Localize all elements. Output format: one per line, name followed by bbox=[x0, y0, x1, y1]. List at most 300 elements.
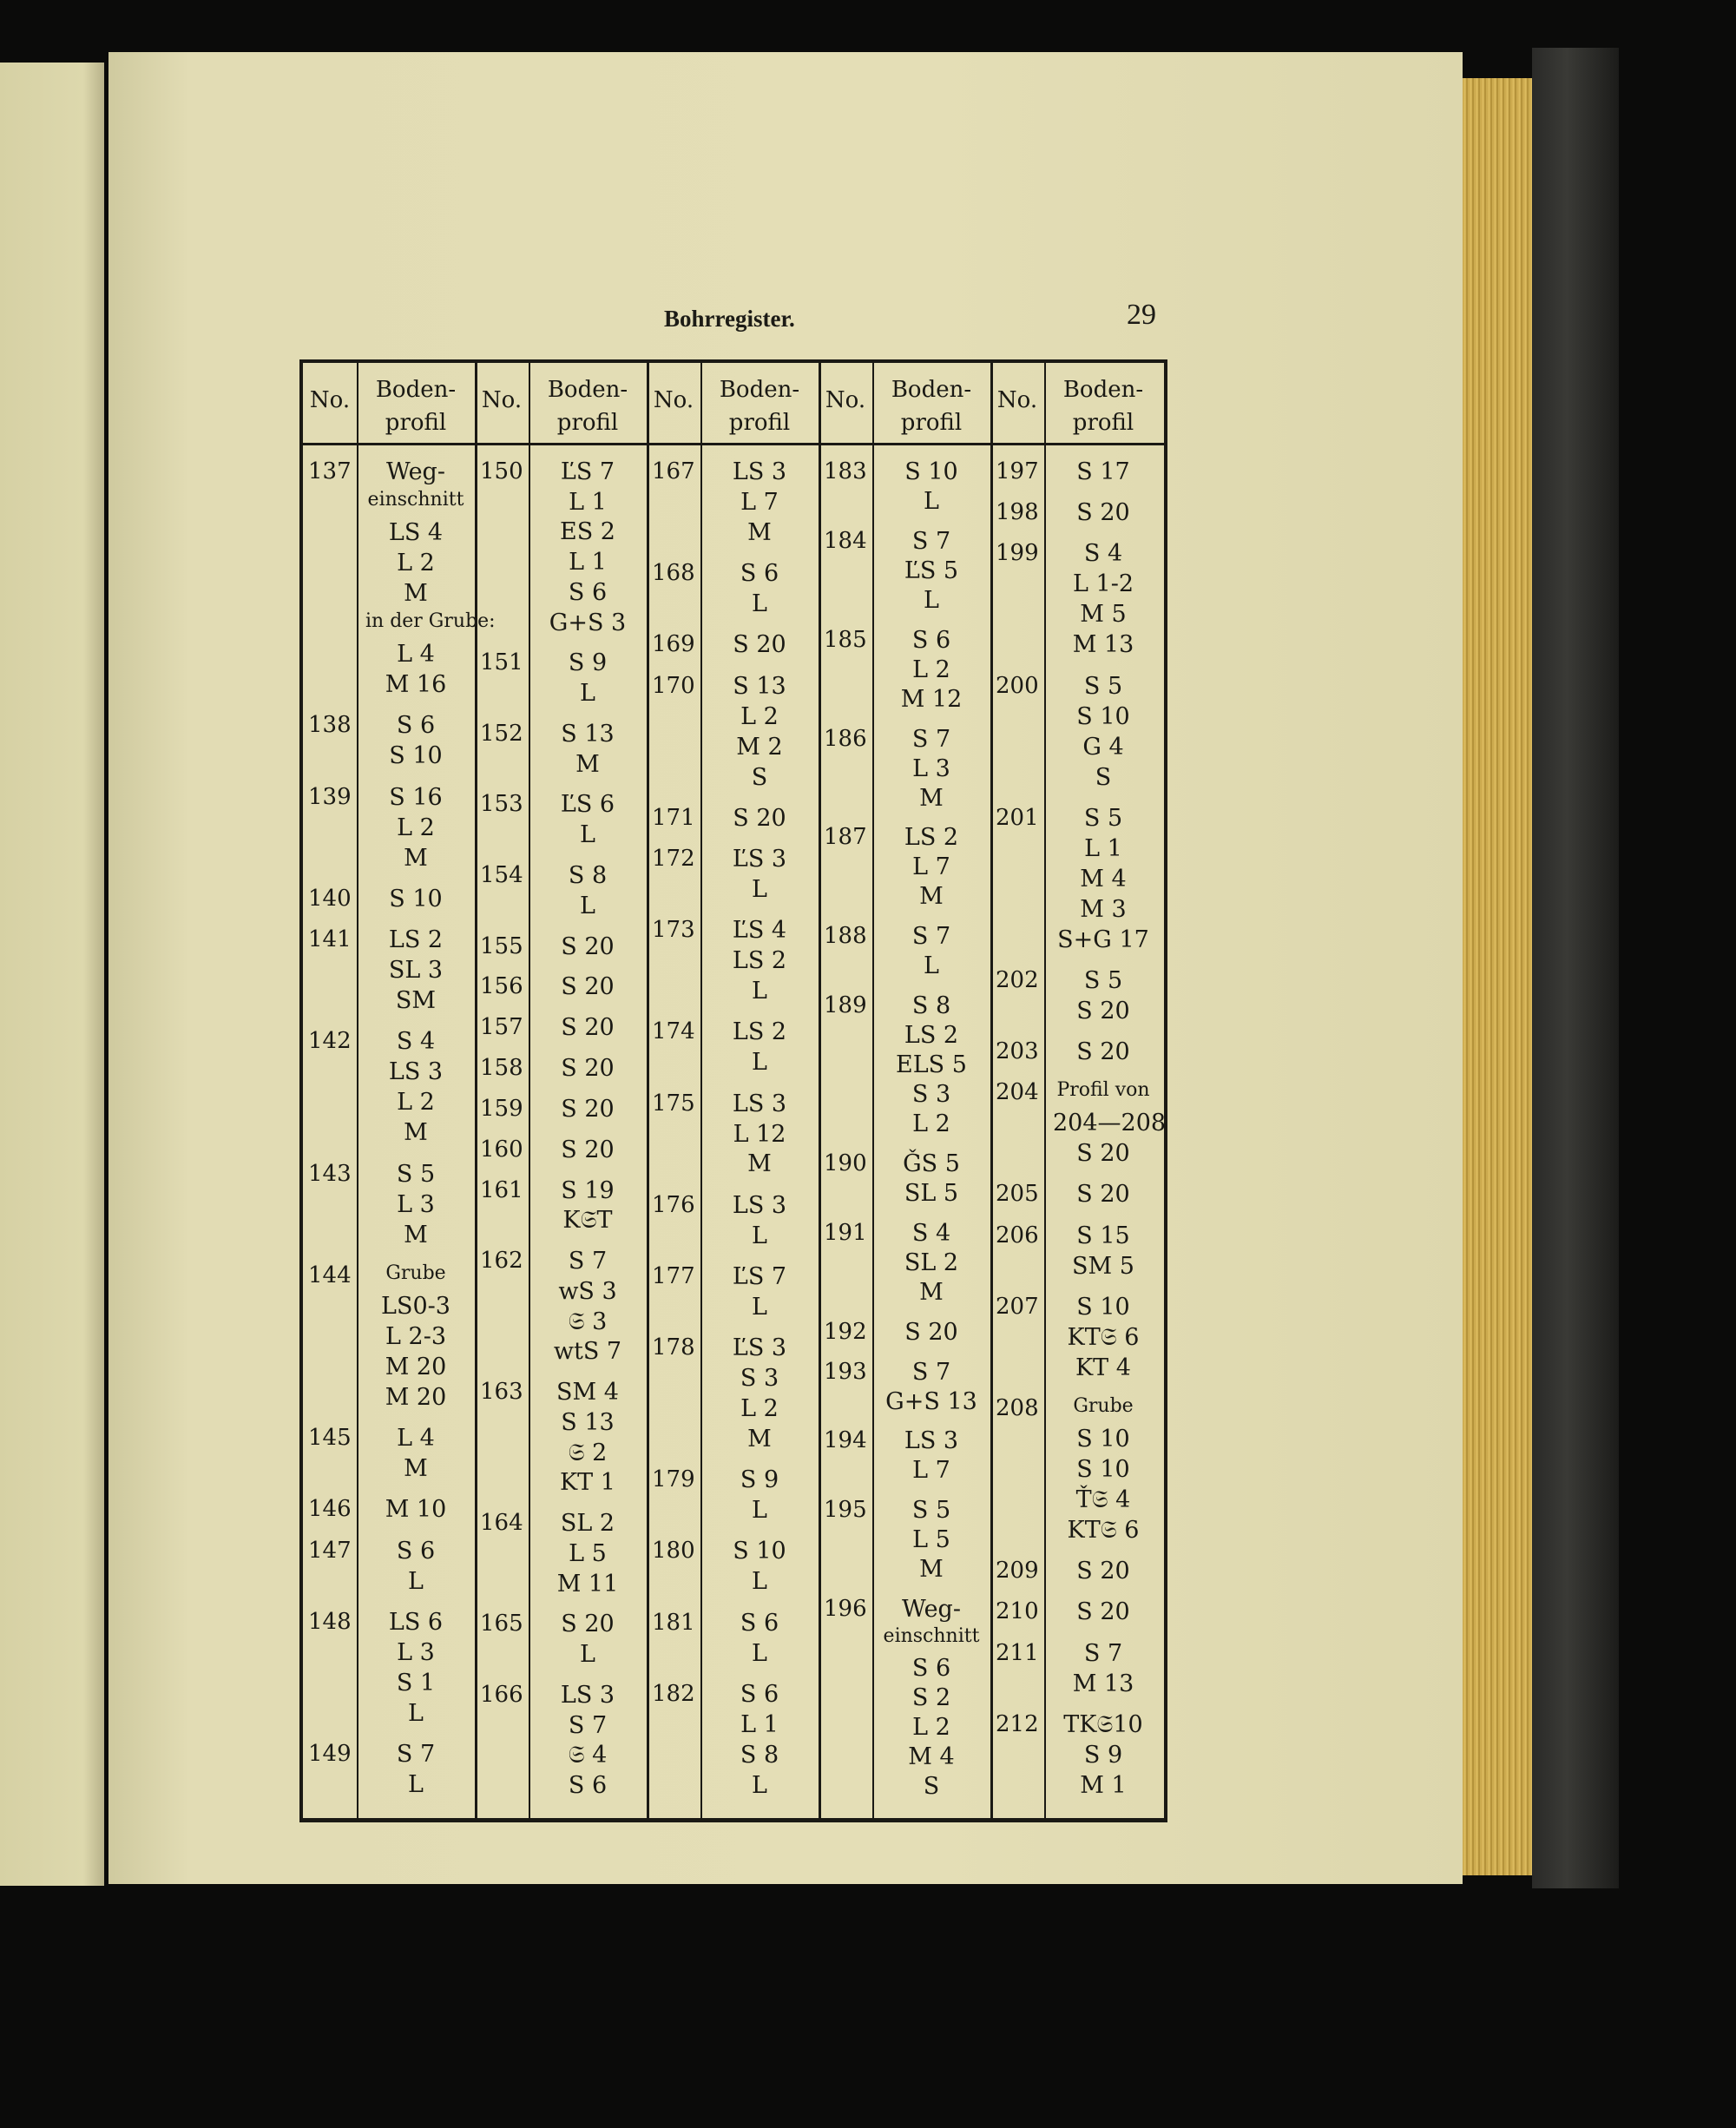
soil-profile-line: SM 5 bbox=[1072, 1252, 1134, 1280]
soil-profile-line: S 20 bbox=[561, 1055, 615, 1083]
page-number: 29 bbox=[1127, 299, 1156, 331]
bore-number: 159 bbox=[480, 1096, 523, 1122]
soil-profile-line: S 10 bbox=[733, 1538, 786, 1565]
book-cover bbox=[1532, 48, 1619, 1888]
bore-number: 210 bbox=[996, 1598, 1039, 1625]
soil-profile-line: S 8 bbox=[568, 862, 608, 890]
soil-profile-line: S 7 bbox=[396, 1741, 436, 1768]
soil-profile-line: S 4 bbox=[911, 1219, 951, 1247]
bore-number: 147 bbox=[308, 1537, 352, 1564]
subcolumn-separator bbox=[1044, 363, 1046, 1818]
soil-profile-line: L bbox=[408, 1771, 424, 1798]
bore-number: 141 bbox=[308, 926, 352, 952]
soil-profile-line: S 6 bbox=[396, 1537, 436, 1565]
soil-profile-line: ĽS 3 bbox=[732, 1334, 787, 1362]
soil-profile-line: TK𝔖10 bbox=[1063, 1710, 1143, 1738]
soil-profile-line: L 3 bbox=[397, 1638, 435, 1666]
soil-profile-line: in der Grube: bbox=[365, 610, 496, 632]
soil-profile-line: S 7 bbox=[568, 1711, 608, 1739]
soil-profile-line: S 20 bbox=[561, 932, 615, 960]
soil-profile-line: S 6 bbox=[911, 626, 951, 654]
soil-profile-line: einschnitt bbox=[367, 489, 464, 511]
bore-number: 145 bbox=[308, 1425, 352, 1451]
bore-number: 188 bbox=[824, 923, 867, 950]
bore-number: 207 bbox=[996, 1293, 1039, 1320]
soil-profile-line: K𝔖T bbox=[562, 1207, 613, 1235]
soil-profile-line: L bbox=[752, 1771, 767, 1799]
bore-number: 212 bbox=[996, 1710, 1039, 1737]
soil-profile-line: L bbox=[752, 1222, 767, 1249]
bore-number: 211 bbox=[996, 1639, 1039, 1666]
soil-profile-line: S 3 bbox=[740, 1365, 779, 1393]
soil-profile-line: LS 2 bbox=[732, 1018, 787, 1046]
bore-number: 209 bbox=[996, 1558, 1039, 1584]
soil-profile-line: S 10 bbox=[904, 458, 958, 485]
soil-profile-line: M 4 bbox=[1080, 865, 1127, 893]
soil-profile-line: S 5 bbox=[396, 1160, 436, 1188]
soil-profile-line: G+S 13 bbox=[885, 1387, 977, 1415]
soil-profile-line: LS 4 bbox=[388, 519, 444, 546]
bore-number: 203 bbox=[996, 1038, 1039, 1065]
bore-number: 184 bbox=[824, 527, 867, 554]
soil-profile-line: S 6 bbox=[396, 712, 436, 740]
soil-profile-line: S 6 bbox=[740, 560, 779, 588]
soil-profile-line: L 1 bbox=[1084, 834, 1122, 862]
soil-profile-line: M 20 bbox=[385, 1383, 447, 1411]
bore-number: 198 bbox=[996, 499, 1039, 526]
soil-profile-line: L 1 bbox=[740, 1710, 779, 1738]
header-bodenprofil bbox=[700, 373, 819, 439]
bore-number: 146 bbox=[308, 1496, 352, 1523]
soil-profile-line: Grube bbox=[385, 1262, 446, 1284]
soil-profile-line: LS 3 bbox=[732, 1090, 787, 1117]
bore-number: 150 bbox=[480, 458, 523, 484]
soil-profile-line: S 5 bbox=[1083, 966, 1123, 994]
page-edges bbox=[1463, 78, 1532, 1875]
subcolumn-separator bbox=[357, 363, 358, 1818]
header-bodenprofil-line-1: Boden- bbox=[375, 377, 457, 403]
soil-profile-line: L bbox=[752, 1049, 767, 1077]
soil-profile-line: ES 2 bbox=[560, 518, 615, 546]
soil-profile-line: KT𝔖 6 bbox=[1067, 1323, 1140, 1351]
soil-profile-line: L bbox=[752, 875, 767, 903]
soil-profile-line: L 4 bbox=[397, 1425, 435, 1452]
soil-profile-line: S 10 bbox=[1076, 702, 1130, 730]
soil-profile-line: S 20 bbox=[904, 1318, 958, 1346]
soil-profile-line: M bbox=[919, 1556, 944, 1584]
soil-profile-line: 204—208 bbox=[1053, 1110, 1167, 1137]
header-bodenprofil-line-2: profil bbox=[900, 410, 963, 436]
soil-profile-line: LS 2 bbox=[388, 926, 444, 953]
soil-profile-line: S 2 bbox=[911, 1684, 951, 1712]
soil-profile-line: L bbox=[752, 590, 767, 618]
bore-number: 191 bbox=[824, 1219, 867, 1246]
soil-profile-line: M bbox=[919, 784, 944, 812]
soil-profile-line: ĽS 3 bbox=[732, 845, 787, 873]
header-bodenprofil-line-1: Boden- bbox=[1062, 377, 1144, 403]
soil-profile-line: S 7 bbox=[911, 923, 951, 951]
soil-profile-line: KT𝔖 6 bbox=[1067, 1516, 1140, 1544]
bore-number: 197 bbox=[996, 458, 1039, 484]
soil-profile-line: ĽS 4 bbox=[732, 917, 787, 945]
bore-register-table bbox=[299, 359, 1167, 1822]
soil-profile-line: S+G 17 bbox=[1057, 926, 1149, 953]
soil-profile-line: S 16 bbox=[389, 783, 443, 811]
soil-profile-line: M bbox=[575, 750, 600, 778]
soil-profile-line: L bbox=[752, 978, 767, 1005]
soil-profile-line: L bbox=[580, 1641, 595, 1669]
bore-number: 142 bbox=[308, 1028, 352, 1055]
bore-number: 140 bbox=[308, 885, 352, 912]
soil-profile-line: LS 3 bbox=[732, 458, 787, 485]
soil-profile-line: ĽS 6 bbox=[560, 791, 615, 819]
bore-number: 169 bbox=[652, 631, 695, 658]
soil-profile-line: Weg- bbox=[386, 458, 445, 485]
soil-profile-line: wS 3 bbox=[558, 1277, 617, 1305]
soil-profile-line: L bbox=[752, 1639, 767, 1667]
soil-profile-line: LS 3 bbox=[732, 1191, 787, 1219]
header-no: No. bbox=[309, 387, 351, 413]
soil-profile-line: SM 4 bbox=[556, 1379, 619, 1407]
bore-number: 186 bbox=[824, 725, 867, 752]
soil-profile-line: LS 3 bbox=[904, 1427, 959, 1455]
soil-profile-line: L bbox=[580, 821, 595, 849]
soil-profile-line: LS 2 bbox=[904, 1022, 959, 1050]
soil-profile-line: L 2-3 bbox=[385, 1322, 446, 1350]
soil-profile-line: KT 4 bbox=[1075, 1354, 1131, 1381]
soil-profile-line: S 20 bbox=[1076, 1181, 1130, 1209]
soil-profile-line: S 20 bbox=[1076, 1598, 1130, 1626]
bore-number: 161 bbox=[480, 1176, 523, 1203]
bore-number: 152 bbox=[480, 720, 523, 747]
soil-profile-line: M 3 bbox=[1080, 895, 1127, 923]
header-bodenprofil bbox=[1044, 373, 1162, 439]
soil-profile-line: L bbox=[924, 487, 939, 515]
soil-profile-line: ELS 5 bbox=[896, 1051, 967, 1079]
soil-profile-line: L 4 bbox=[397, 641, 435, 668]
bore-number: 168 bbox=[652, 560, 695, 587]
bore-number: 170 bbox=[652, 672, 695, 699]
soil-profile-line: G+S 3 bbox=[549, 609, 627, 636]
bore-number: 187 bbox=[824, 824, 867, 851]
soil-profile-line: S 6 bbox=[740, 1609, 779, 1637]
soil-profile-line: S 9 bbox=[740, 1466, 779, 1494]
header-no: No. bbox=[825, 387, 866, 413]
soil-profile-line: L 2 bbox=[740, 702, 779, 730]
soil-profile-line: S 6 bbox=[568, 1772, 608, 1800]
soil-profile-line: S 10 bbox=[389, 885, 443, 912]
soil-profile-line: 𝔖 3 bbox=[568, 1308, 608, 1335]
soil-profile-line: M bbox=[404, 1221, 428, 1248]
header-no: No. bbox=[653, 387, 694, 413]
bore-number: 148 bbox=[308, 1608, 352, 1635]
soil-profile-line: L bbox=[924, 952, 939, 980]
soil-profile-line: ĽS 7 bbox=[560, 458, 615, 485]
soil-profile-line: S 5 bbox=[1083, 672, 1123, 700]
bore-number: 172 bbox=[652, 845, 695, 872]
header-no: No. bbox=[481, 387, 523, 413]
bore-number: 202 bbox=[996, 966, 1039, 993]
soil-profile-line: SL 2 bbox=[904, 1248, 959, 1276]
soil-profile-line: L 3 bbox=[397, 1190, 435, 1218]
bore-number: 179 bbox=[652, 1466, 695, 1493]
bore-number: 164 bbox=[480, 1510, 523, 1537]
soil-profile-line: LS 2 bbox=[904, 824, 959, 852]
soil-profile-line: S 5 bbox=[911, 1497, 951, 1525]
soil-profile-line: LS 3 bbox=[388, 1058, 444, 1086]
soil-profile-line: L 7 bbox=[912, 853, 950, 881]
header-bodenprofil-line-1: Boden- bbox=[891, 377, 972, 403]
soil-profile-line: M bbox=[404, 580, 428, 607]
soil-profile-line: L 1 bbox=[569, 488, 607, 516]
bore-number: 156 bbox=[480, 973, 523, 1000]
soil-profile-line: 𝔖 4 bbox=[568, 1742, 608, 1769]
soil-profile-line: SM bbox=[395, 987, 437, 1014]
soil-profile-line: L 1 bbox=[569, 549, 607, 576]
bore-number: 149 bbox=[308, 1741, 352, 1767]
bore-number: 174 bbox=[652, 1018, 695, 1045]
bore-number: 185 bbox=[824, 626, 867, 653]
bore-number: 154 bbox=[480, 862, 523, 889]
soil-profile-line: S 20 bbox=[1076, 997, 1130, 1024]
header-bodenprofil-line-1: Boden- bbox=[547, 377, 628, 403]
header-bodenprofil bbox=[357, 373, 475, 439]
bore-number: 201 bbox=[996, 804, 1039, 831]
bore-number: 196 bbox=[824, 1596, 867, 1623]
soil-profile-line: M 1 bbox=[1080, 1771, 1127, 1799]
soil-profile-line: wtS 7 bbox=[553, 1338, 622, 1366]
soil-profile-line: M 4 bbox=[908, 1743, 955, 1771]
soil-profile-line: S bbox=[923, 1773, 940, 1801]
soil-profile-line: G 4 bbox=[1082, 733, 1124, 761]
soil-profile-line: L 2 bbox=[397, 550, 435, 576]
subcolumn-separator bbox=[872, 363, 874, 1818]
bore-number: 183 bbox=[824, 458, 867, 484]
soil-profile-line: L bbox=[580, 892, 595, 919]
soil-profile-line: M 12 bbox=[900, 685, 963, 713]
bore-number: 173 bbox=[652, 917, 695, 944]
header-bodenprofil bbox=[872, 373, 990, 439]
soil-profile-line: S 13 bbox=[561, 1408, 615, 1436]
bore-number: 178 bbox=[652, 1334, 695, 1361]
soil-profile-line: S 13 bbox=[561, 720, 615, 748]
soil-profile-line: einschnitt bbox=[883, 1625, 980, 1648]
soil-profile-line: L bbox=[408, 1699, 424, 1727]
bore-number: 165 bbox=[480, 1611, 523, 1637]
bore-number: 180 bbox=[652, 1538, 695, 1565]
soil-profile-line: S 10 bbox=[1076, 1293, 1130, 1321]
soil-profile-line: L 3 bbox=[912, 754, 950, 782]
soil-profile-line: Profil von bbox=[1056, 1079, 1150, 1102]
soil-profile-line: S 6 bbox=[740, 1680, 779, 1708]
soil-profile-line: S 4 bbox=[396, 1028, 436, 1056]
soil-profile-line: S 20 bbox=[1076, 1038, 1130, 1066]
soil-profile-line: ĽS 7 bbox=[732, 1262, 787, 1290]
soil-profile-line: M bbox=[404, 1455, 428, 1482]
bore-number: 166 bbox=[480, 1682, 523, 1709]
soil-profile-line: L 7 bbox=[912, 1457, 950, 1485]
bore-number: 200 bbox=[996, 672, 1039, 699]
bore-number: 205 bbox=[996, 1181, 1039, 1208]
soil-profile-line: S bbox=[751, 763, 768, 791]
soil-profile-line: L 7 bbox=[740, 488, 779, 516]
bore-number: 137 bbox=[308, 458, 352, 484]
bore-number: 175 bbox=[652, 1090, 695, 1117]
soil-profile-line: L bbox=[752, 1497, 767, 1525]
bore-number: 139 bbox=[308, 783, 352, 810]
left-page-edge bbox=[0, 63, 104, 1886]
soil-profile-line: M 2 bbox=[736, 733, 783, 761]
soil-profile-line: L 2 bbox=[397, 814, 435, 841]
soil-profile-line: S 8 bbox=[740, 1741, 779, 1769]
bore-number: 138 bbox=[308, 712, 352, 739]
soil-profile-line: S 9 bbox=[1083, 1741, 1123, 1769]
soil-profile-line: S 13 bbox=[733, 672, 786, 700]
soil-profile-line: M 20 bbox=[385, 1353, 447, 1380]
soil-profile-line: S 7 bbox=[911, 1358, 951, 1386]
soil-profile-line: S 20 bbox=[561, 1096, 615, 1123]
soil-profile-line: KT 1 bbox=[560, 1469, 615, 1497]
soil-profile-line: L bbox=[924, 586, 939, 614]
bore-number: 153 bbox=[480, 791, 523, 818]
header-bodenprofil bbox=[529, 373, 647, 439]
subcolumn-separator bbox=[529, 363, 530, 1818]
bore-number: 167 bbox=[652, 458, 695, 484]
soil-profile-line: M bbox=[919, 1278, 944, 1306]
bore-number: 155 bbox=[480, 932, 523, 959]
soil-profile-line: S 20 bbox=[733, 804, 786, 832]
bore-number: 194 bbox=[824, 1427, 867, 1454]
soil-profile-line: S 15 bbox=[1076, 1222, 1130, 1249]
soil-profile-line: S 20 bbox=[1076, 499, 1130, 527]
soil-profile-line: S bbox=[1095, 763, 1112, 791]
soil-profile-line: L bbox=[752, 1568, 767, 1596]
soil-profile-line: M 5 bbox=[1080, 601, 1127, 629]
header-no: No. bbox=[996, 387, 1038, 413]
soil-profile-line: L bbox=[408, 1567, 424, 1595]
header-rule bbox=[303, 443, 1164, 445]
bore-number: 208 bbox=[996, 1395, 1039, 1422]
subcolumn-separator bbox=[700, 363, 702, 1818]
soil-profile-line: SL 3 bbox=[388, 957, 444, 984]
bore-number: 204 bbox=[996, 1079, 1039, 1106]
header-bodenprofil-line-2: profil bbox=[385, 410, 447, 436]
soil-profile-line: L 5 bbox=[912, 1526, 950, 1554]
soil-profile-line: SL 2 bbox=[560, 1510, 615, 1538]
soil-profile-line: Ť𝔖 4 bbox=[1075, 1486, 1131, 1513]
bore-number: 192 bbox=[824, 1318, 867, 1345]
soil-profile-line: L 2 bbox=[912, 656, 950, 683]
soil-profile-line: ĽS 5 bbox=[904, 557, 959, 584]
header-bodenprofil-line-2: profil bbox=[1072, 410, 1134, 436]
soil-profile-line: L bbox=[580, 680, 595, 708]
bore-number: 157 bbox=[480, 1014, 523, 1041]
soil-profile-line: Weg- bbox=[902, 1596, 961, 1624]
soil-profile-line: S 6 bbox=[911, 1655, 951, 1683]
soil-profile-line: S 20 bbox=[561, 973, 615, 1001]
column-separator bbox=[647, 363, 649, 1818]
soil-profile-line: S 19 bbox=[561, 1176, 615, 1204]
bore-number: 163 bbox=[480, 1379, 523, 1406]
soil-profile-line: M bbox=[919, 883, 944, 911]
soil-profile-line: S 10 bbox=[389, 742, 443, 770]
bore-number: 193 bbox=[824, 1358, 867, 1385]
soil-profile-line: M bbox=[404, 1119, 428, 1147]
soil-profile-line: L 1-2 bbox=[1073, 570, 1134, 598]
bore-number: 162 bbox=[480, 1248, 523, 1275]
bore-number: 195 bbox=[824, 1497, 867, 1524]
column-separator bbox=[819, 363, 821, 1818]
soil-profile-line: LS 2 bbox=[732, 947, 787, 975]
soil-profile-line: S 20 bbox=[1076, 1140, 1130, 1168]
bore-number: 143 bbox=[308, 1160, 352, 1187]
soil-profile-line: ǦS 5 bbox=[903, 1150, 960, 1177]
soil-profile-line: L 2 bbox=[740, 1395, 779, 1423]
soil-profile-line: SL 5 bbox=[904, 1179, 959, 1207]
soil-profile-line: M 16 bbox=[385, 671, 447, 698]
bore-number: 190 bbox=[824, 1150, 867, 1176]
bore-number: 144 bbox=[308, 1262, 352, 1288]
bore-number: 189 bbox=[824, 992, 867, 1019]
soil-profile-line: LS 6 bbox=[388, 1608, 444, 1636]
bore-number: 206 bbox=[996, 1222, 1039, 1248]
soil-profile-line: L 2 bbox=[912, 1110, 950, 1138]
soil-profile-line: L bbox=[752, 1293, 767, 1321]
soil-profile-line: S 20 bbox=[1076, 1558, 1130, 1585]
soil-profile-line: S 4 bbox=[1083, 540, 1123, 568]
soil-profile-line: Grube bbox=[1073, 1395, 1134, 1418]
soil-profile-line: S 1 bbox=[396, 1669, 436, 1696]
soil-profile-line: S 6 bbox=[568, 578, 608, 606]
soil-profile-line: S 7 bbox=[1083, 1639, 1123, 1667]
soil-profile-line: S 10 bbox=[1076, 1456, 1130, 1483]
soil-profile-line: LS 3 bbox=[560, 1682, 615, 1710]
soil-profile-line: S 20 bbox=[733, 631, 786, 659]
soil-profile-line: S 8 bbox=[911, 992, 951, 1020]
soil-profile-line: L 12 bbox=[733, 1120, 786, 1148]
soil-profile-line: S 7 bbox=[911, 527, 951, 555]
soil-profile-line: S 9 bbox=[568, 649, 608, 677]
soil-profile-line: LS0-3 bbox=[381, 1292, 450, 1320]
bore-number: 182 bbox=[652, 1680, 695, 1707]
soil-profile-line: L 2 bbox=[912, 1714, 950, 1742]
bore-number: 177 bbox=[652, 1262, 695, 1289]
bore-number: 181 bbox=[652, 1609, 695, 1636]
soil-profile-line: 𝔖 2 bbox=[568, 1439, 608, 1466]
soil-profile-line: M 10 bbox=[385, 1496, 447, 1524]
bore-number: 199 bbox=[996, 540, 1039, 567]
column-separator bbox=[475, 363, 477, 1818]
soil-profile-line: S 17 bbox=[1076, 458, 1130, 485]
soil-profile-line: S 20 bbox=[561, 1136, 615, 1163]
soil-profile-line: M bbox=[747, 1150, 772, 1178]
bore-number: 158 bbox=[480, 1055, 523, 1082]
soil-profile-line: M 13 bbox=[1072, 631, 1134, 659]
soil-profile-line: L 5 bbox=[569, 1539, 607, 1567]
soil-profile-line: M bbox=[747, 518, 772, 546]
header-bodenprofil-line-2: profil bbox=[556, 410, 619, 436]
soil-profile-line: M bbox=[404, 844, 428, 872]
soil-profile-line: S 5 bbox=[1083, 804, 1123, 832]
soil-profile-line: S 7 bbox=[568, 1248, 608, 1275]
bore-number: 160 bbox=[480, 1136, 523, 1163]
soil-profile-line: S 3 bbox=[911, 1081, 951, 1109]
soil-profile-line: M bbox=[747, 1426, 772, 1453]
bore-number: 151 bbox=[480, 649, 523, 676]
bore-number: 176 bbox=[652, 1191, 695, 1218]
soil-profile-line: S 7 bbox=[911, 725, 951, 753]
soil-profile-line: S 20 bbox=[561, 1611, 615, 1638]
